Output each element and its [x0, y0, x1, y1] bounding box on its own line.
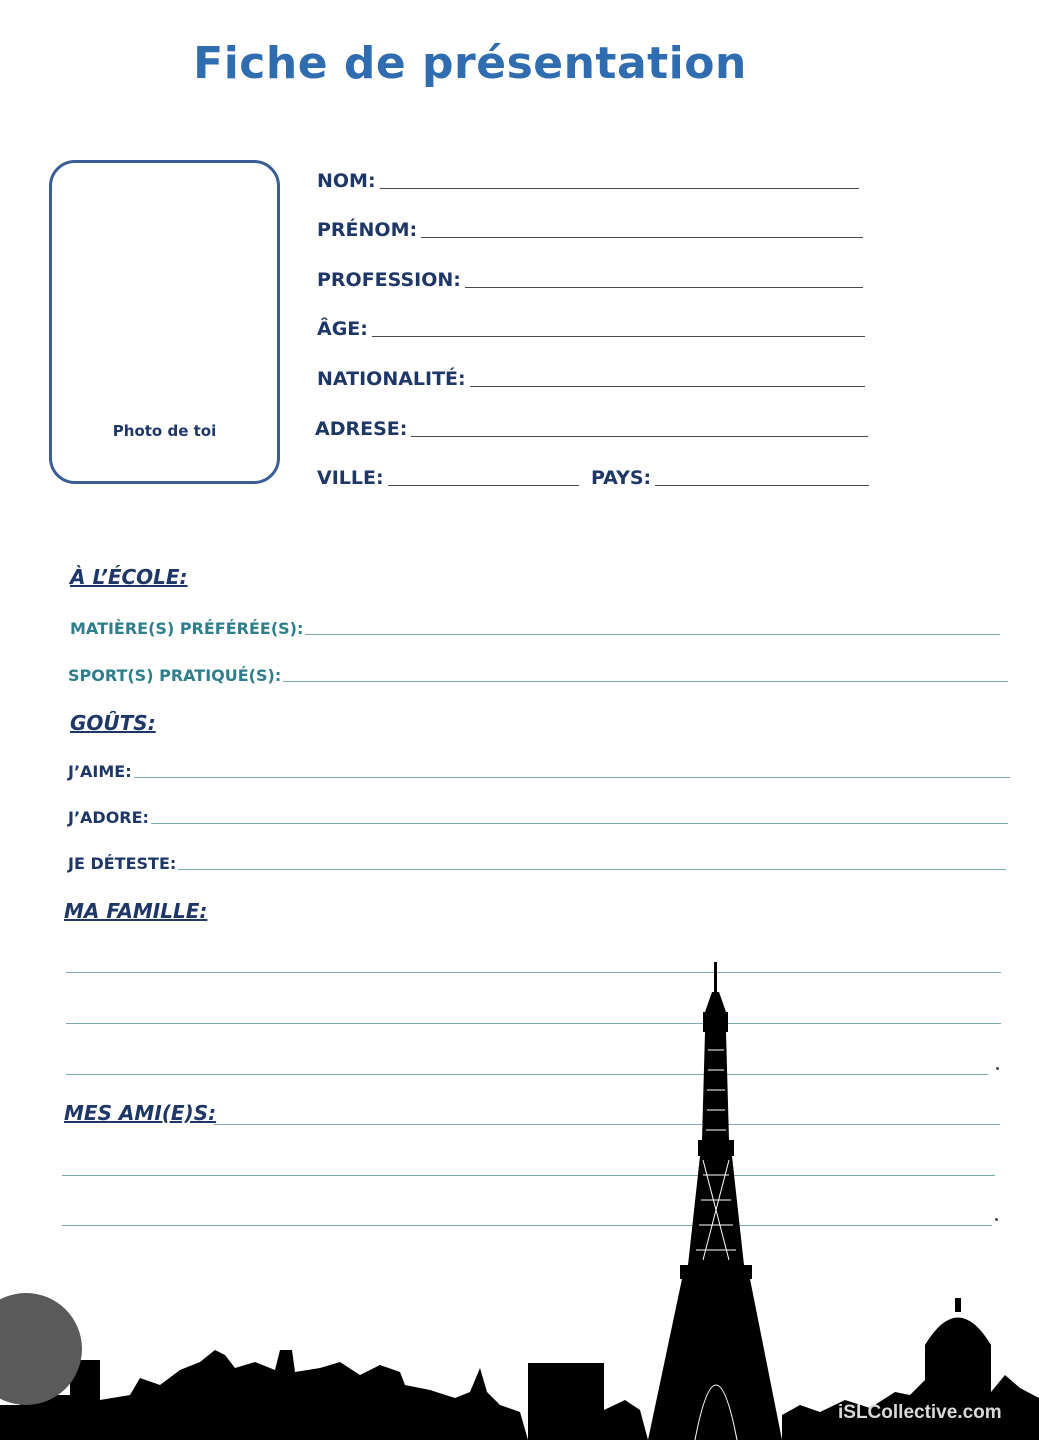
adresse-label: ADRESE: — [315, 418, 408, 440]
nationalite-label: NATIONALITÉ: — [317, 368, 466, 390]
gouts-section-title: GOÛTS: — [70, 711, 156, 735]
nom-label: NOM: — [317, 170, 376, 192]
pays-label: PAYS: — [591, 467, 652, 489]
deteste-label: JE DÉTESTE: — [68, 854, 177, 873]
ecole-section-title: À L’ÉCOLE: — [70, 565, 188, 589]
famille-section-title: MA FAMILLE: — [64, 899, 208, 923]
photo-label: Photo de toi — [112, 422, 217, 440]
ville-label: VILLE: — [317, 467, 384, 489]
amis-section-title: MES AMI(E)S: — [64, 1101, 217, 1125]
arc-de-triomphe-icon — [528, 1363, 604, 1440]
eiffel-tower-icon — [648, 962, 782, 1440]
aime-label: J’AIME: — [68, 762, 132, 781]
page-title: Fiche de présentation — [193, 38, 747, 89]
sports-label: SPORT(S) PRATIQUÉ(S): — [68, 666, 282, 685]
profession-label: PROFESSION: — [317, 269, 461, 291]
prenom-label: PRÉNOM: — [317, 219, 418, 241]
matieres-label: MATIÈRE(S) PRÉFÉRÉE(S): — [70, 619, 304, 638]
watermark: iSLCollective.com — [838, 1402, 1002, 1423]
age-label: ÂGE: — [317, 318, 368, 340]
adore-label: J’ADORE: — [68, 808, 149, 827]
